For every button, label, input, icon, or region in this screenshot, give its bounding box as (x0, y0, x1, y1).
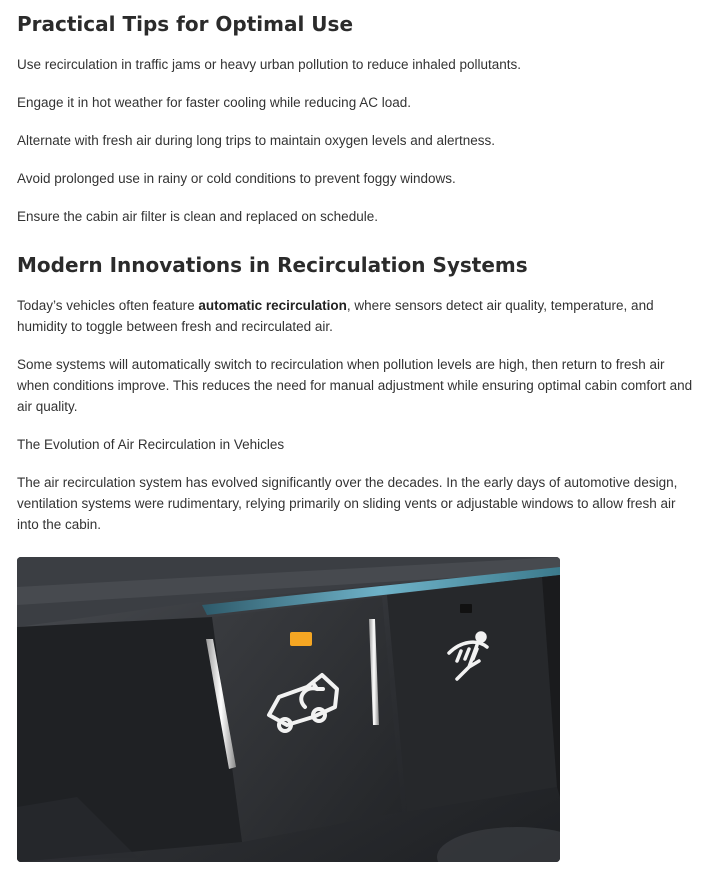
tip-item: Engage it in hot weather for faster cooling while reducing AC load. (17, 95, 411, 110)
section-heading-tips: Practical Tips for Optimal Use (17, 12, 354, 36)
text-span: Today’s vehicles often feature (17, 298, 199, 313)
indicator-led (290, 632, 312, 646)
tip-item: Avoid prolonged use in rainy or cold conditions to prevent foggy windows. (17, 171, 456, 186)
paragraph-evolution: The air recirculation system has evolved significantly over the decades. In the early days of automotive design, ventilation systems were rudimentary, relying primarily on sliding vents or adjustable windows to allow fresh air into the cabin. (17, 475, 678, 532)
tip-item: Use recirculation in traffic jams or heavy urban pollution to reduce inhaled pollutants. (17, 57, 522, 72)
tips-list (17, 54, 693, 227)
bold-term: automatic recirculation (198, 298, 347, 313)
text-span: , where sensors detect air quality, temperature, and humidity to toggle between fresh and recirculated air. (17, 298, 654, 334)
dashboard-photo (17, 557, 560, 862)
innovations-body (17, 295, 693, 535)
paragraph-automatic-recirculation (17, 295, 693, 337)
tip-item: Alternate with fresh air during long trips to maintain oxygen levels and alertness. (17, 133, 496, 148)
dashboard-photo-illustration (17, 557, 560, 862)
tip-item: Ensure the cabin air filter is clean and replaced on schedule. (17, 209, 378, 224)
section-heading-innovations: Modern Innovations in Recirculation Systems (17, 253, 528, 277)
paragraph-auto-switch: Some systems will automatically switch to recirculation when pollution levels are high, then return to fresh air when conditions improve. This reduces the need for manual adjustment while ensuring optimal cabin comfort and air quality. (17, 357, 693, 414)
paragraph-evolution-title: The Evolution of Air Recirculation in Vehicles (17, 437, 285, 452)
